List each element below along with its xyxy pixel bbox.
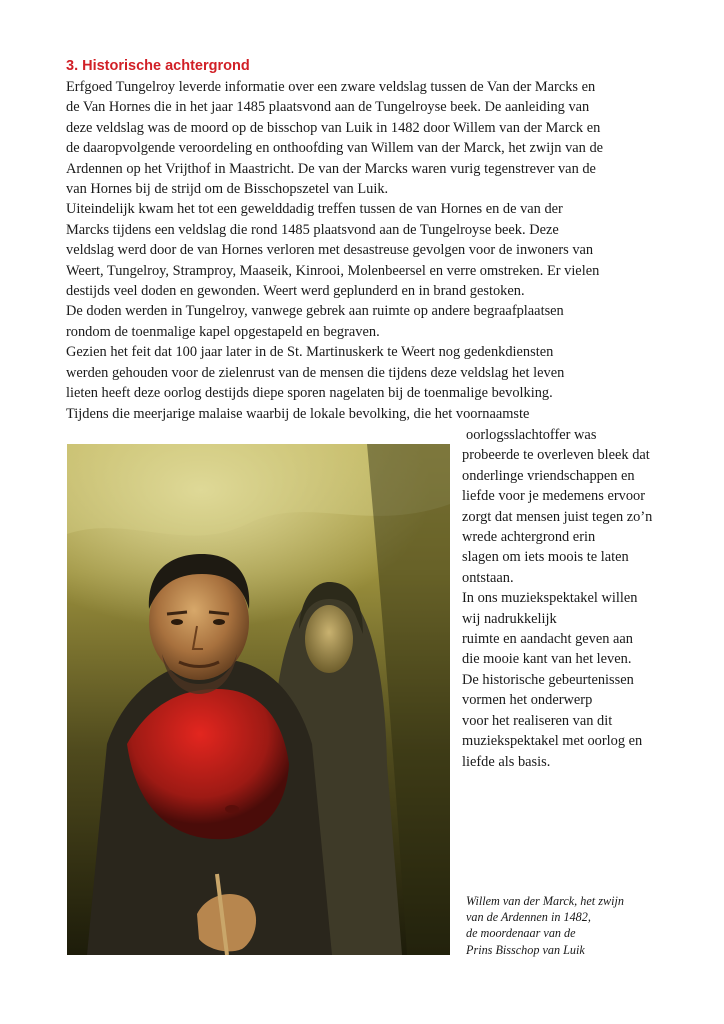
historical-illustration	[67, 444, 450, 955]
text-line: lieten heeft deze oorlog destijds diepe sporen nagelaten bij de toenmalige bevolking.	[66, 385, 553, 402]
text-line: muziekspektakel met oorlog en	[462, 733, 643, 750]
text-line: veldslag werd door de van Hornes verloren met desastreuse gevolgen voor de inwoners van	[66, 242, 594, 259]
text-line: onderlinge vriendschappen en	[462, 467, 635, 484]
text-line: destijds veel doden en gewonden. Weert werd geplunderd en in brand gestoken.	[66, 283, 525, 300]
text-line: Ardennen op het Vrijthof in Maastricht. De van der Marcks waren vurig tegenstrever van de	[66, 160, 596, 177]
text-line: In ons muziekspektakel willen	[462, 590, 638, 607]
text-line: wrede achtergrond erin	[462, 529, 596, 546]
text-line: Erfgoed Tungelroy leverde informatie over een zware veldslag tussen de Van der Marcks en	[66, 79, 596, 95]
text-line: Weert, Tungelroy, Stramproy, Maaseik, Kinrooi, Molenbeersel en verre omstreken. Er vielen	[66, 262, 600, 279]
text-line: wij nadrukkelijk	[462, 610, 557, 627]
text-line: deze veldslag was de moord op de bisschop van Luik in 1482 door Willem van der Marck en	[66, 119, 601, 136]
image-caption	[466, 893, 666, 958]
text-line: Tijdens die meerjarige malaise waarbij de lokale bevolking, die het voornaamste	[66, 405, 530, 422]
text-line: liefde voor je medemens ervoor	[462, 488, 646, 505]
side-text	[462, 425, 672, 772]
text-line: slagen om iets moois te laten	[462, 549, 629, 566]
text-line: werden gehouden voor de zielenrust van de mensen die tijdens deze veldslag het leven	[66, 364, 565, 381]
text-line: ruimte en aandacht geven aan	[462, 631, 634, 648]
text-line: vormen het onderwerp	[462, 692, 593, 709]
text-line: De historische gebeurtenissen	[462, 671, 634, 688]
text-line: liefde als basis.	[462, 753, 551, 770]
text-line: ontstaan.	[462, 569, 514, 586]
caption-line: Willem van der Marck, het zwijn	[466, 894, 624, 908]
text-line: de daaropvolgende veroordeling en onthoofding van Willem van der Marck, het zwijn van de	[66, 140, 604, 157]
text-line: Uiteindelijk kwam het tot een gewelddadig treffen tussen de van Hornes en de van der	[66, 201, 563, 218]
caption-line: van de Ardennen in 1482,	[466, 910, 591, 925]
text-line: de Van Hornes die in het jaar 1485 plaatsvond aan de Tungelroyse beek. De aanleiding van	[66, 99, 590, 116]
caption-line: de moordenaar van de	[466, 926, 576, 941]
body-text	[66, 77, 666, 424]
text-line: Gezien het feit dat 100 jaar later in de St. Martinuskerk te Weert nog gedenkdiensten	[66, 344, 554, 361]
illustration-artwork	[67, 444, 450, 955]
caption-line: Prins Bisschop van Luik	[466, 942, 585, 957]
text-line: die mooie kant van het leven.	[462, 651, 632, 668]
text-line: van Hornes bij de strijd om de Bisschopszetel van Luik.	[66, 181, 389, 198]
text-line: probeerde te overleven bleek dat	[462, 447, 650, 464]
text-line: voor het realiseren van dit	[462, 712, 613, 729]
section-heading: 3. Historische achtergrond	[66, 58, 250, 74]
text-line: Marcks tijdens een veldslag die rond 1485 plaatsvond aan de Tungelroyse beek. Deze	[66, 221, 559, 238]
text-line: rondom de toenmalige kapel opgestapeld en begraven.	[66, 323, 380, 340]
text-line: oorlogsslachtoffer was	[466, 427, 597, 443]
text-line: zorgt dat mensen juist tegen zo’n	[462, 508, 653, 525]
text-line: De doden werden in Tungelroy, vanwege gebrek aan ruimte op andere begraafplaatsen	[66, 303, 564, 320]
